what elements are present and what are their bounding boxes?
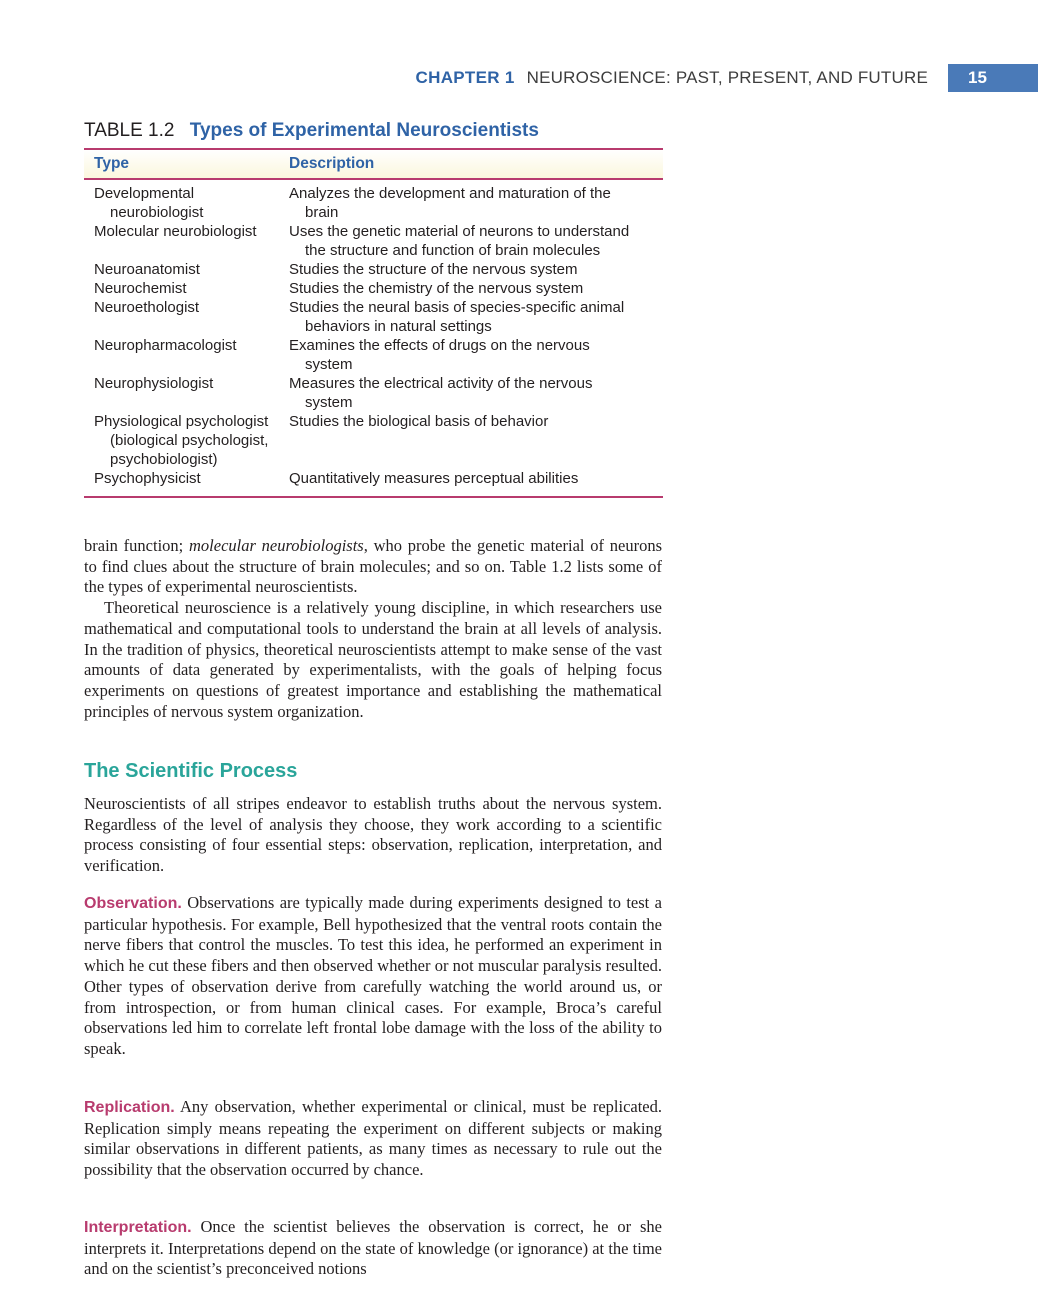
type-line: Neuroethologist	[94, 299, 200, 316]
table-1-2	[84, 120, 663, 498]
table-cell-type	[84, 260, 289, 279]
table-row	[84, 298, 663, 336]
intro-text	[84, 536, 662, 722]
observation-paragraph	[84, 893, 662, 1060]
description-line: Analyzes the development and maturation of the	[289, 185, 611, 202]
description-line: system	[305, 356, 353, 373]
description-line: Measures the electrical activity of the nervous	[289, 375, 593, 392]
description-line: Studies the neural basis of species-specific animal	[289, 299, 625, 316]
table-cell-description	[289, 279, 663, 298]
paragraph-2: Theoretical neuroscience is a relatively young discipline, in which researchers use mathematical and computational tools to understand the brain at all levels of analysis. In the tradition of physics, theoretical neuroscientists attempt to make sense of the vast amounts of data generated by experimentalists, with the goals of helping focus experiments on questions of greatest importance and establishing the mathematical principles of nervous system organization.	[84, 598, 662, 721]
table-cell-description	[289, 184, 663, 222]
section-text	[84, 794, 662, 877]
description-line: Quantitatively measures perceptual abilities	[289, 470, 579, 487]
description-line: Examines the effects of drugs on the nervous	[289, 337, 590, 354]
table-cell-description	[289, 336, 663, 374]
table-row	[84, 184, 663, 222]
column-header-description: Description	[289, 155, 375, 172]
type-line: Neurophysiologist	[94, 375, 214, 392]
type-line: Molecular neurobiologist	[94, 223, 257, 240]
table-row	[84, 374, 663, 412]
table-cell-description	[289, 412, 663, 469]
table-cell-description	[289, 374, 663, 412]
interpretation-paragraph	[84, 1217, 662, 1280]
paragraph-1	[84, 536, 662, 598]
description-line: behaviors in natural settings	[305, 318, 492, 335]
type-line: Physiological psychologist	[94, 413, 269, 430]
replication-label: Replication.	[84, 1099, 175, 1116]
page-number: 15	[948, 64, 1038, 92]
table-cell-type	[84, 374, 289, 412]
table-row	[84, 412, 663, 469]
description-line: system	[305, 394, 353, 411]
table-title: Types of Experimental Neuroscientists	[189, 120, 539, 141]
table-cell-description	[289, 222, 663, 260]
chapter-number: CHAPTER 1	[415, 68, 515, 87]
type-line: neurobiologist	[110, 204, 204, 221]
replication-paragraph	[84, 1097, 662, 1181]
table-cell-type	[84, 336, 289, 374]
interpretation-text: Once the scientist believes the observation is correct, he or she interprets it. Interpretations depend on the state of knowledge (or ignorance) at the time and on the scientist’s preconceived notions	[84, 1217, 662, 1279]
table-cell-type	[84, 279, 289, 298]
description-line: Studies the structure of the nervous system	[289, 261, 578, 278]
table-row	[84, 336, 663, 374]
table-body	[84, 180, 663, 498]
table-row	[84, 222, 663, 260]
type-line: Neuroanatomist	[94, 261, 200, 278]
replication-text: Any observation, whether experimental or clinical, must be replicated. Replication simply means repeating the experiment on different subjects or making similar observations in different patients, as many times as necessary to rule out the possibility that the observation occurred by chance.	[84, 1097, 662, 1180]
type-line: Neurochemist	[94, 280, 187, 297]
table-row	[84, 279, 663, 298]
description-line: Uses the genetic material of neurons to understand	[289, 223, 630, 240]
section-heading: The Scientific Process	[84, 760, 298, 782]
type-line: Psychophysicist	[94, 470, 201, 487]
table-row	[84, 469, 663, 488]
type-line: Developmental	[94, 185, 195, 202]
table-cell-type	[84, 184, 289, 222]
type-line: (biological psychologist,	[110, 432, 269, 449]
observation-label: Observation.	[84, 895, 182, 912]
table-label: TABLE 1.2	[84, 120, 175, 141]
description-line: brain	[305, 204, 339, 221]
table-cell-type	[84, 412, 289, 469]
table-cell-description	[289, 260, 663, 279]
chapter-title: NEUROSCIENCE: PAST, PRESENT, AND FUTURE	[526, 68, 928, 87]
description-line: the structure and function of brain molecules	[305, 242, 601, 259]
paragraph-1-start: brain function;	[84, 536, 189, 555]
observation-text: Observations are typically made during experiments designed to test a particular hypothesis. For example, Bell hypothesized that the ventral roots contain the nerve fibers that control the muscles. To test this idea, he performed an experiment in which he cut these fibers and then observed whether or not muscular paralysis resulted. Other types of observation derive from carefully watching the world around us, or from introspection, or from human clinical cases. For example, Broca’s careful observations led him to correlate left frontal lobe damage with the loss of the ability to speak.	[84, 893, 662, 1058]
table-caption	[84, 120, 663, 142]
type-line: psychobiologist)	[110, 451, 218, 468]
table-cell-type	[84, 298, 289, 336]
table-header-row	[84, 148, 663, 180]
paragraph-1-italic: molecular neurobiologists	[189, 536, 364, 555]
paragraph-1-end: , who probe the genetic material of neurons to find clues about the structure of brain molecules; and so on. Table 1.2 lists some of the types of experimental neuroscientists.	[84, 536, 662, 597]
table-cell-description	[289, 298, 663, 336]
table-row	[84, 260, 663, 279]
paragraph-3: Neuroscientists of all stripes endeavor to establish truths about the nervous system. Regardless of the level of analysis they choose, they work according to a scientific process consisting of four essential steps: observation, replication, interpretation, and verification.	[84, 794, 662, 876]
description-line: Studies the biological basis of behavior	[289, 413, 549, 430]
page-header	[416, 64, 1038, 92]
table-cell-type	[84, 222, 289, 260]
type-line: Neuropharmacologist	[94, 337, 237, 354]
column-header-type: Type	[94, 155, 130, 172]
interpretation-label: Interpretation.	[84, 1219, 192, 1236]
table-cell-description	[289, 469, 663, 488]
description-line: Studies the chemistry of the nervous system	[289, 280, 584, 297]
table-cell-type	[84, 469, 289, 488]
